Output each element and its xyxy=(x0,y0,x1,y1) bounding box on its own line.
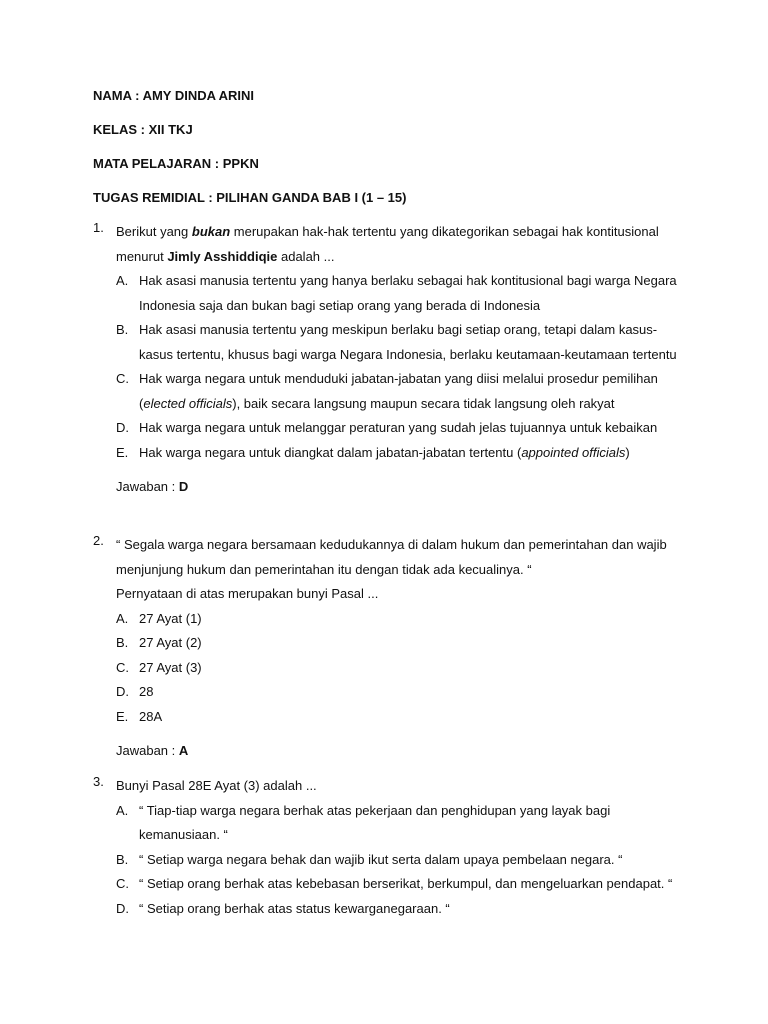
stem-text: adalah ... xyxy=(277,248,335,264)
stem-name: Jimly Asshiddiqie xyxy=(167,248,278,264)
option-a xyxy=(116,799,683,848)
option-text: “ Setiap orang berhak atas status kewarganegaraan. “ xyxy=(139,900,450,916)
student-name: NAMA : AMY DINDA ARINI xyxy=(93,88,255,103)
option-text: 27 Ayat (2) xyxy=(139,635,202,650)
option-letter: A. xyxy=(116,273,129,288)
option-b xyxy=(116,848,683,873)
option-text: 28A xyxy=(139,708,163,724)
options-list xyxy=(116,269,683,465)
option-italic: appointed officials xyxy=(521,444,626,460)
question-quote: “ Segala warga negara bersamaan kedudukannya di dalam hukum dan pemerintahan dan wajib menjunjung hukum dan pemerintahan itu dengan tidak ada kecualinya. “ xyxy=(116,537,667,577)
option-d xyxy=(116,680,683,705)
option-letter: A. xyxy=(116,802,129,818)
question-number: 2. xyxy=(93,533,104,548)
option-letter: B. xyxy=(116,322,129,337)
option-text: Hak warga negara untuk diangkat dalam jabatan-jabatan tertentu ( xyxy=(139,444,522,460)
question-stem xyxy=(116,220,683,269)
option-text: 27 Ayat (1) xyxy=(139,610,202,626)
option-text: Hak asasi manusia tertentu yang meskipun berlaku bagi setiap orang, tetapi dalam kasus-kasus tertentu, khusus bagi warga Negara Indonesia, berlaku keutamaan-keutamaan tertentu xyxy=(139,322,677,362)
option-letter: B. xyxy=(116,635,129,650)
options-list xyxy=(116,607,683,730)
question-3 xyxy=(93,774,683,921)
student-class: KELAS : XII TKJ xyxy=(93,122,193,137)
option-b xyxy=(116,631,683,656)
option-text: “ Setiap warga negara behak dan wajib ikut serta dalam upaya pembelaan negara. “ xyxy=(139,851,623,867)
option-letter: D. xyxy=(116,420,129,435)
question-number: 3. xyxy=(93,774,104,789)
option-letter: C. xyxy=(116,659,129,675)
option-text: Hak asasi manusia tertentu yang hanya berlaku sebagai hak kontitusional bagi warga Negara Indonesia saja dan bukan bagi setiap orang yang berada di Indonesia xyxy=(139,273,677,313)
option-a xyxy=(116,269,683,318)
option-letter: B. xyxy=(116,851,129,867)
question-number: 1. xyxy=(93,220,104,235)
question-2 xyxy=(93,533,683,764)
question-1 xyxy=(93,220,683,500)
stem-text: merupakan hak-hak tertentu yang dikategorikan sebagai hak kontitusional menurut xyxy=(116,224,659,264)
answer-line xyxy=(116,475,683,500)
options-list xyxy=(116,799,683,922)
option-text: 28 xyxy=(139,684,154,699)
option-d xyxy=(116,416,683,441)
option-text: Hak warga negara untuk melanggar peraturan yang sudah jelas tujuannya untuk kebaikan xyxy=(139,420,658,435)
option-a xyxy=(116,607,683,632)
option-d xyxy=(116,897,683,922)
option-text: ) xyxy=(625,444,630,460)
option-text: ), baik secara langsung maupun secara tidak langsung oleh rakyat xyxy=(232,395,615,411)
option-italic: elected officials xyxy=(143,395,233,411)
option-text: 27 Ayat (3) xyxy=(139,659,202,675)
option-text: “ Tiap-tiap warga negara berhak atas pekerjaan dan penghidupan yang layak bagi kemanusiaan. “ xyxy=(139,802,611,842)
stem-emphasis: bukan xyxy=(191,224,231,239)
answer-value: D xyxy=(178,479,189,494)
question-stem: Bunyi Pasal 28E Ayat (3) adalah ... xyxy=(116,778,317,793)
assignment-title: TUGAS REMIDIAL : PILIHAN GANDA BAB I (1 – 15) xyxy=(93,190,407,205)
option-letter: C. xyxy=(116,876,129,891)
answer-label: Jawaban : xyxy=(116,743,179,758)
option-text: “ Setiap orang berhak atas kebebasan berserikat, berkumpul, dan mengeluarkan pendapat. “ xyxy=(139,876,673,891)
answer-value: A xyxy=(178,743,189,758)
answer-line xyxy=(116,739,683,764)
option-letter: D. xyxy=(116,900,129,916)
option-letter: E. xyxy=(116,444,129,460)
option-e xyxy=(116,705,683,730)
question-prompt: Pernyataan di atas merupakan bunyi Pasal ... xyxy=(116,586,379,601)
option-c xyxy=(116,656,683,681)
option-letter: C. xyxy=(116,371,129,386)
option-b xyxy=(116,318,683,367)
option-text: Hak warga negara untuk menduduki jabatan-jabatan yang diisi melalui prosedur pemilihan ( xyxy=(139,371,658,411)
subject: MATA PELAJARAN : PPKN xyxy=(93,156,259,171)
answer-label: Jawaban : xyxy=(116,479,179,494)
option-letter: A. xyxy=(116,610,129,626)
option-e xyxy=(116,441,683,466)
option-c xyxy=(116,872,683,897)
option-c xyxy=(116,367,683,416)
stem-text: Berikut yang xyxy=(116,224,192,239)
option-letter: E. xyxy=(116,708,129,724)
option-letter: D. xyxy=(116,684,129,699)
